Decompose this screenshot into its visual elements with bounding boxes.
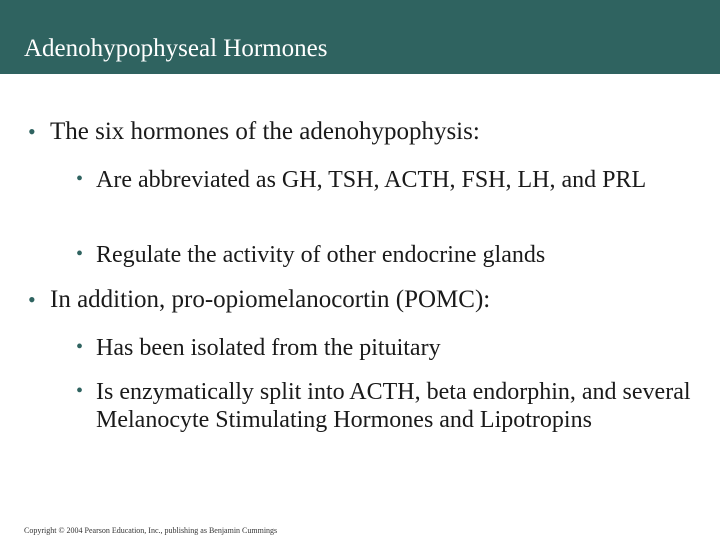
bullet-item xyxy=(28,117,480,147)
bullet-text: Is enzymatically split into ACTH, beta endorphin, and several Melanocyte Stimulating Hormones and Lipotropins xyxy=(96,379,691,433)
slide-title: Adenohypophyseal Hormones xyxy=(24,35,328,62)
bullet-icon: • xyxy=(76,243,84,265)
bullet-icon: • xyxy=(76,336,84,358)
bullet-icon: • xyxy=(28,119,36,144)
bullet-icon: • xyxy=(76,168,84,190)
bullet-icon: • xyxy=(76,380,84,402)
sub-bullet-item xyxy=(76,166,696,194)
bullet-text: Regulate the activity of other endocrine glands xyxy=(96,242,546,268)
bullet-text: Has been isolated from the pituitary xyxy=(96,335,441,361)
bullet-text: In addition, pro-opiomelanocortin (POMC): xyxy=(50,286,491,313)
copyright-footer: Copyright © 2004 Pearson Education, Inc., publishing as Benjamin Cummings xyxy=(24,526,278,535)
bullet-text: Are abbreviated as GH, TSH, ACTH, FSH, LH, and PRL xyxy=(96,167,647,193)
bullet-icon: • xyxy=(28,287,36,312)
sub-bullet-item xyxy=(76,334,696,362)
title-bar xyxy=(0,0,720,74)
bullet-item xyxy=(28,285,490,315)
sub-bullet-item xyxy=(76,378,706,434)
sub-bullet-item xyxy=(76,241,696,269)
bullet-text: The six hormones of the adenohypophysis: xyxy=(50,118,480,145)
